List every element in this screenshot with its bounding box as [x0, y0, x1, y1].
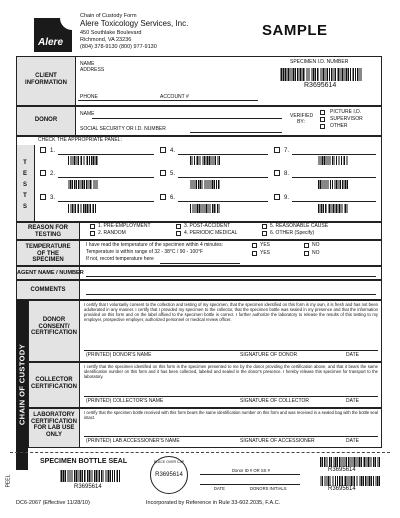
- alere-logo: [34, 18, 72, 52]
- temperature-label: TEMPERATURE OF THE SPECIMEN: [25, 244, 71, 264]
- seal-date-label: DATE: [214, 486, 225, 491]
- reason-pre-employment-label: 1. PRE-EMPLOYMENT: [98, 223, 151, 229]
- panel-4-number: 4.: [170, 148, 176, 154]
- reason-post-accident-checkbox[interactable]: [176, 224, 181, 229]
- panel-2-barcode: [68, 180, 98, 189]
- tests-side-label-s2: S: [22, 204, 27, 210]
- specimen-id-label: SPECIMEN I.D. NUMBER: [290, 59, 349, 65]
- panel-3-checkbox[interactable]: [40, 194, 46, 200]
- logo-text: Alere: [38, 37, 64, 48]
- client-account-label: ACCOUNT #: [160, 94, 189, 100]
- comments-label: COMMENTS: [30, 287, 66, 293]
- temp-read-no-checkbox[interactable]: [304, 243, 309, 248]
- consent-text: I certify that I voluntarily consent to the collection and testing of my specimen, that the specimen identified on this form is my own, it is fresh and has not been adulterated in any manner. I certify that I provided my specimen to the collector, that the specimen bottle was sealed in my presence and that the information provided on this form and on the label affixed to the specimen bottle is correct. I further authorize the laboratory to release the results of this testing to my employer, prospective employer, authorized personnel or medical review officer.: [84, 302, 378, 323]
- panel-8-barcode: [318, 180, 348, 189]
- panel-7-number: 7.: [284, 148, 290, 154]
- temp-read-yes-checkbox[interactable]: [252, 243, 257, 248]
- temp-range-no-checkbox[interactable]: [304, 251, 309, 256]
- reason-periodic-medical-checkbox[interactable]: [176, 231, 181, 236]
- panel-7-checkbox[interactable]: [274, 147, 280, 153]
- seal-initials-label: DONORS INITIALS: [250, 486, 287, 491]
- consent-printed-name-label: (PRINTED) DONOR'S NAME: [86, 352, 152, 358]
- donor-ssn-label: SOCIAL SECURITY OR I.D. NUMBER: [80, 126, 166, 132]
- reason-periodic-medical-label: 4. PERIODIC MEDICAL: [184, 230, 238, 236]
- lab-date-label: DATE: [346, 438, 359, 444]
- seal-stamp-id: R3695614: [155, 472, 183, 478]
- reason-pre-employment-checkbox[interactable]: [90, 224, 95, 229]
- verified-other-label: OTHER: [330, 123, 348, 129]
- specimen-id-number: R3695614: [304, 82, 337, 89]
- peel-label: PEEL: [5, 474, 12, 488]
- tests-side-label-e: E: [22, 171, 27, 177]
- client-address-label: ADDRESS: [80, 67, 105, 73]
- verified-supervisor-label: SUPERVISOR: [330, 116, 363, 122]
- seal-title: SPECIMEN BOTTLE SEAL: [40, 458, 128, 465]
- panel-4-barcode: [190, 156, 220, 165]
- tests-side-label-t2: T: [23, 193, 27, 199]
- comments-label-cell: [17, 281, 79, 299]
- reason-label: REASON FOR TESTING: [27, 225, 68, 238]
- lab-text: I certify that the specimen bottle received with this form bears the same identification number on this form and was received in a sealed bag with the bottle seal intact.: [84, 410, 378, 421]
- panel-4-checkbox[interactable]: [160, 147, 166, 153]
- sample-stamp: SAMPLE: [262, 22, 328, 39]
- reason-label-cell: [17, 223, 79, 239]
- collector-label: COLLECTOR CERTIFICATION: [31, 377, 77, 390]
- footer-rule: Incorporated by Reference in Rule 33-602.2035, F.A.C.: [146, 500, 281, 506]
- panel-9-barcode: [318, 204, 348, 213]
- panel-8-number: 8.: [284, 171, 290, 177]
- temp-range-no-label: NO: [312, 250, 320, 256]
- company-address-1: 450 Southlake Boulevard: [80, 30, 142, 36]
- temperature-line-3: If not, record temperature here: [86, 256, 154, 262]
- collector-signature-label: SIGNATURE OF COLLECTOR: [240, 398, 309, 404]
- tests-side-label-t1: T: [23, 160, 27, 166]
- company-phone: (804) 378-9130 (800) 977-9130: [80, 44, 157, 50]
- client-label-cell: [17, 57, 75, 105]
- panel-6-number: 6.: [170, 195, 176, 201]
- seal-id-right-top: R3695614: [328, 467, 356, 473]
- lab-label: LABORATORY CERTIFICATION FOR LAB USE ONLY: [31, 412, 77, 438]
- panel-7-barcode: [318, 156, 348, 165]
- client-phone-label: PHONE: [80, 94, 98, 100]
- chain-of-custody-label: CHAIN OF CUSTODY: [17, 343, 27, 426]
- agent-label-cell: [17, 267, 84, 279]
- collector-text: I certify that the specimen identified on this form is the specimen presented to me by the donor providing the certification above, and that it bears the same identification number on this form and it has been collected, labeled and sealed in the donor's presence. I hereby release this specimen for transport to the laboratory.: [84, 364, 378, 380]
- panel-heading: CHECK THE APPROPRIATE PANEL:: [38, 137, 122, 143]
- panel-1-barcode: [68, 156, 98, 165]
- panel-9-checkbox[interactable]: [274, 194, 280, 200]
- collector-date-label: DATE: [346, 398, 359, 404]
- temp-read-yes-label: YES: [260, 242, 271, 248]
- temperature-label-cell: [17, 241, 79, 265]
- consent-signature-label: SIGNATURE OF DONOR: [240, 352, 298, 358]
- consent-label-cell: [29, 301, 79, 361]
- verified-picture-id-checkbox[interactable]: [320, 110, 325, 115]
- agent-label: AGENT NAME / NUMBER: [17, 270, 84, 276]
- seal-donor-id-label: Donor ID # OR SS #: [232, 468, 270, 473]
- seal-barcode-left: [60, 470, 120, 482]
- verified-by-label: VERIFIED BY:: [290, 113, 314, 125]
- temp-range-yes-label: YES: [260, 250, 271, 256]
- tests-side-label-s1: S: [22, 182, 27, 188]
- footer-form-number: DC6-2067 (Effective 11/28/10): [16, 500, 90, 506]
- panel-5-checkbox[interactable]: [160, 170, 166, 176]
- panel-8-checkbox[interactable]: [274, 170, 280, 176]
- panel-2-checkbox[interactable]: [40, 170, 46, 176]
- temperature-line-1: I have read the temperature of the specimen within 4 minutes:: [86, 242, 224, 248]
- reason-other-label: 6. OTHER (Specify): [270, 230, 315, 236]
- reason-reasonable-cause-checkbox[interactable]: [262, 224, 267, 229]
- lab-signature-label: SIGNATURE OF ACCESSIONER: [240, 438, 315, 444]
- donor-name-label: NAME: [80, 111, 95, 117]
- temp-read-no-label: NO: [312, 242, 320, 248]
- reason-random-checkbox[interactable]: [90, 231, 95, 236]
- verified-supervisor-checkbox[interactable]: [320, 117, 325, 122]
- seal-id-left: R3695614: [74, 484, 102, 490]
- panel-3-number: 3.: [50, 195, 56, 201]
- seal-cut-line: [10, 452, 390, 453]
- seal-stamp: [150, 456, 188, 494]
- seal-barcode-right-top: [320, 457, 380, 467]
- reason-reasonable-cause-label: 5. REASONABLE CAUSE: [270, 223, 329, 229]
- panel-1-checkbox[interactable]: [40, 147, 46, 153]
- seal-id-right-bottom: R3695614: [328, 486, 356, 492]
- client-name-label: NAME: [80, 61, 95, 67]
- panel-2-number: 2.: [50, 171, 56, 177]
- specimen-id-barcode: [280, 68, 362, 81]
- verified-picture-id-label: PICTURE I.D.: [330, 109, 362, 115]
- temperature-line-2: Temperature is within range of 32 - 38°C / 90 - 100°F: [86, 249, 204, 255]
- panel-3-barcode: [68, 204, 98, 213]
- seal-barcode-right-bottom: [320, 476, 380, 486]
- lab-label-cell: [29, 409, 79, 447]
- panel-9-number: 9.: [284, 195, 290, 201]
- panel-1-number: 1.: [50, 148, 56, 154]
- company-name: Alere Toxicology Services, Inc.: [80, 19, 189, 28]
- consent-label: DONOR CONSENT/ CERTIFICATION: [31, 317, 77, 337]
- collector-printed-name-label: (PRINTED) COLLECTOR'S NAME: [86, 398, 164, 404]
- client-information-label: CLIENT INFORMATION: [25, 73, 67, 86]
- reason-post-accident-label: 3. POST-ACCIDENT: [184, 223, 231, 229]
- consent-date-label: DATE: [346, 352, 359, 358]
- seal-stamp-top: PLACE OVER CAP: [153, 460, 185, 464]
- temp-range-yes-checkbox[interactable]: [252, 251, 257, 256]
- reason-random-label: 2. RANDOM: [98, 230, 126, 236]
- panel-5-number: 5.: [170, 171, 176, 177]
- panel-6-barcode: [190, 204, 220, 213]
- donor-label: DONOR: [34, 117, 58, 123]
- lab-printed-name-label: (PRINTED) LAB ACCESSIONER'S NAME: [86, 438, 180, 444]
- collector-label-cell: [29, 363, 79, 407]
- company-address-2: Richmond, VA 23236: [80, 37, 132, 43]
- donor-label-cell: [17, 107, 75, 135]
- reason-other-checkbox[interactable]: [262, 231, 267, 236]
- panel-6-checkbox[interactable]: [160, 194, 166, 200]
- verified-other-checkbox[interactable]: [320, 124, 325, 129]
- form-title: Chain of Custody Form: [80, 13, 137, 19]
- panel-5-barcode: [190, 180, 220, 189]
